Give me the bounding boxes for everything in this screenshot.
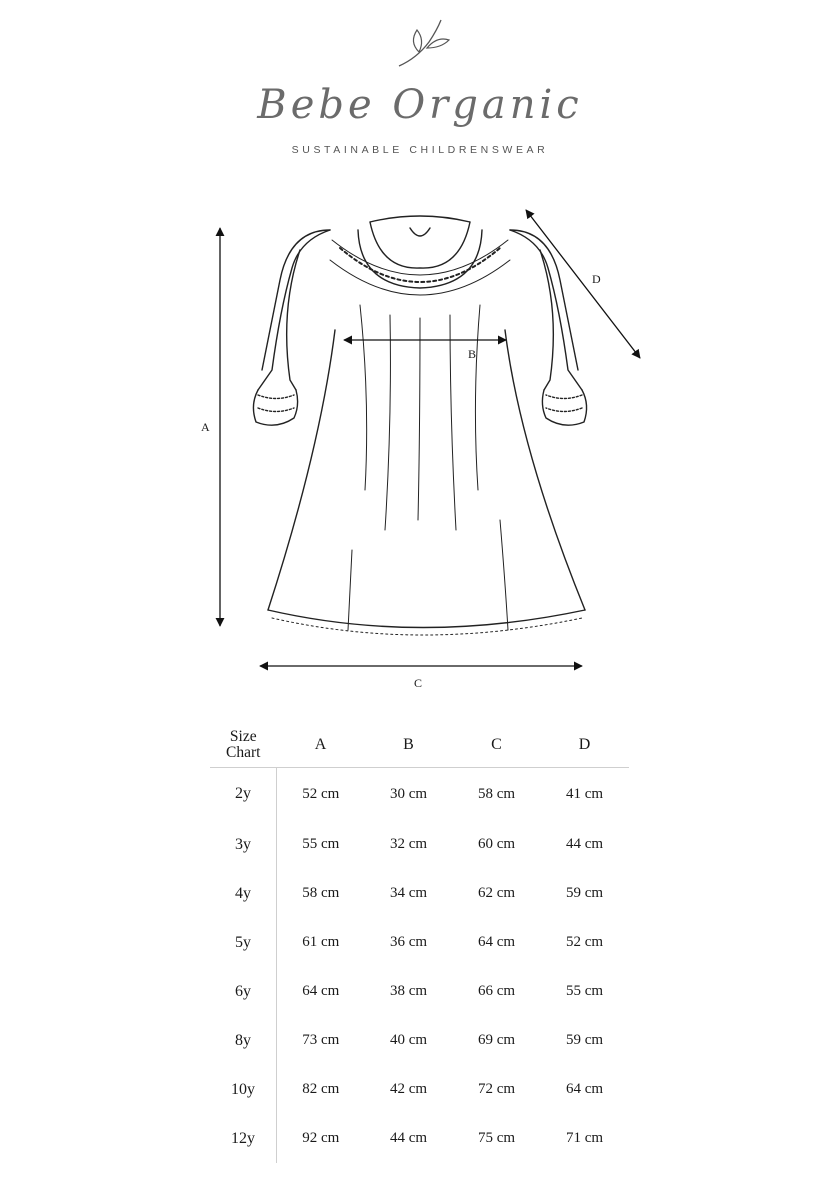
measurement-a: 92 cm xyxy=(302,1130,340,1146)
measurement-b: 40 cm xyxy=(389,1032,428,1048)
size-chart-corner-label: Size Chart xyxy=(226,727,261,761)
column-header-c: C xyxy=(491,735,502,753)
column-header-b: B xyxy=(403,735,414,753)
size-label: 8y xyxy=(210,1016,277,1065)
measurement-b: 32 cm xyxy=(389,836,428,852)
measurement-a: 55 cm xyxy=(302,836,340,852)
size-label: 6y xyxy=(210,967,277,1016)
measurement-a: 61 cm xyxy=(302,934,340,950)
measurement-b: 34 cm xyxy=(389,885,428,901)
measurement-d: 52 cm xyxy=(565,934,604,950)
table-row xyxy=(210,869,629,918)
size-label: 12y xyxy=(210,1114,277,1163)
brand-name: Bebe Organic xyxy=(257,82,583,128)
leaf-logo-icon xyxy=(395,18,455,70)
measurement-c: 62 cm xyxy=(477,885,516,901)
dress-diagram xyxy=(0,190,840,710)
table-row xyxy=(210,1065,629,1114)
measurement-a: 73 cm xyxy=(302,1032,340,1048)
measurement-c: 64 cm xyxy=(477,934,516,950)
measurement-d: 44 cm xyxy=(565,836,604,852)
measurement-d: 55 cm xyxy=(565,983,604,999)
dimension-label-b: B xyxy=(468,347,477,361)
table-row xyxy=(210,768,629,821)
measurement-b: 30 cm xyxy=(389,785,428,802)
measurement-c: 60 cm xyxy=(477,836,516,852)
measurement-c: 75 cm xyxy=(477,1130,516,1146)
brand-header xyxy=(0,0,840,170)
size-label: 10y xyxy=(210,1065,277,1114)
measurement-b: 38 cm xyxy=(389,983,428,999)
dimension-label-d: D xyxy=(592,272,601,286)
size-label: 5y xyxy=(210,918,277,967)
size-label: 4y xyxy=(210,869,277,918)
table-row xyxy=(210,1114,629,1163)
size-label: 3y xyxy=(210,820,277,869)
table-row xyxy=(210,918,629,967)
measurement-d: 59 cm xyxy=(565,885,604,901)
measurement-d: 59 cm xyxy=(565,1032,604,1048)
size-chart-header-row xyxy=(210,722,629,768)
measurement-b: 36 cm xyxy=(389,934,428,950)
measurement-d: 64 cm xyxy=(565,1081,604,1097)
column-header-a: A xyxy=(314,735,327,753)
table-row xyxy=(210,1016,629,1065)
measurement-a: 82 cm xyxy=(302,1081,340,1097)
measurement-c: 58 cm xyxy=(477,785,516,802)
dimension-label-a: A xyxy=(201,420,210,434)
measurement-c: 66 cm xyxy=(477,983,516,999)
measurement-d: 41 cm xyxy=(565,785,604,802)
table-row xyxy=(210,820,629,869)
measurement-a: 52 cm xyxy=(302,785,340,802)
measurement-a: 64 cm xyxy=(302,983,340,999)
measurement-b: 42 cm xyxy=(389,1081,428,1097)
brand-tagline: SUSTAINABLE CHILDRENSWEAR xyxy=(291,144,549,156)
measurement-b: 44 cm xyxy=(389,1130,428,1146)
table-row xyxy=(210,967,629,1016)
measurement-d: 71 cm xyxy=(565,1130,604,1146)
size-chart-table xyxy=(210,722,629,1163)
dimension-label-c: C xyxy=(414,676,423,690)
measurement-c: 69 cm xyxy=(477,1032,516,1048)
measurement-a: 58 cm xyxy=(302,885,340,901)
size-label: 2y xyxy=(210,768,277,821)
column-header-d: D xyxy=(578,735,591,753)
measurement-c: 72 cm xyxy=(477,1081,516,1097)
